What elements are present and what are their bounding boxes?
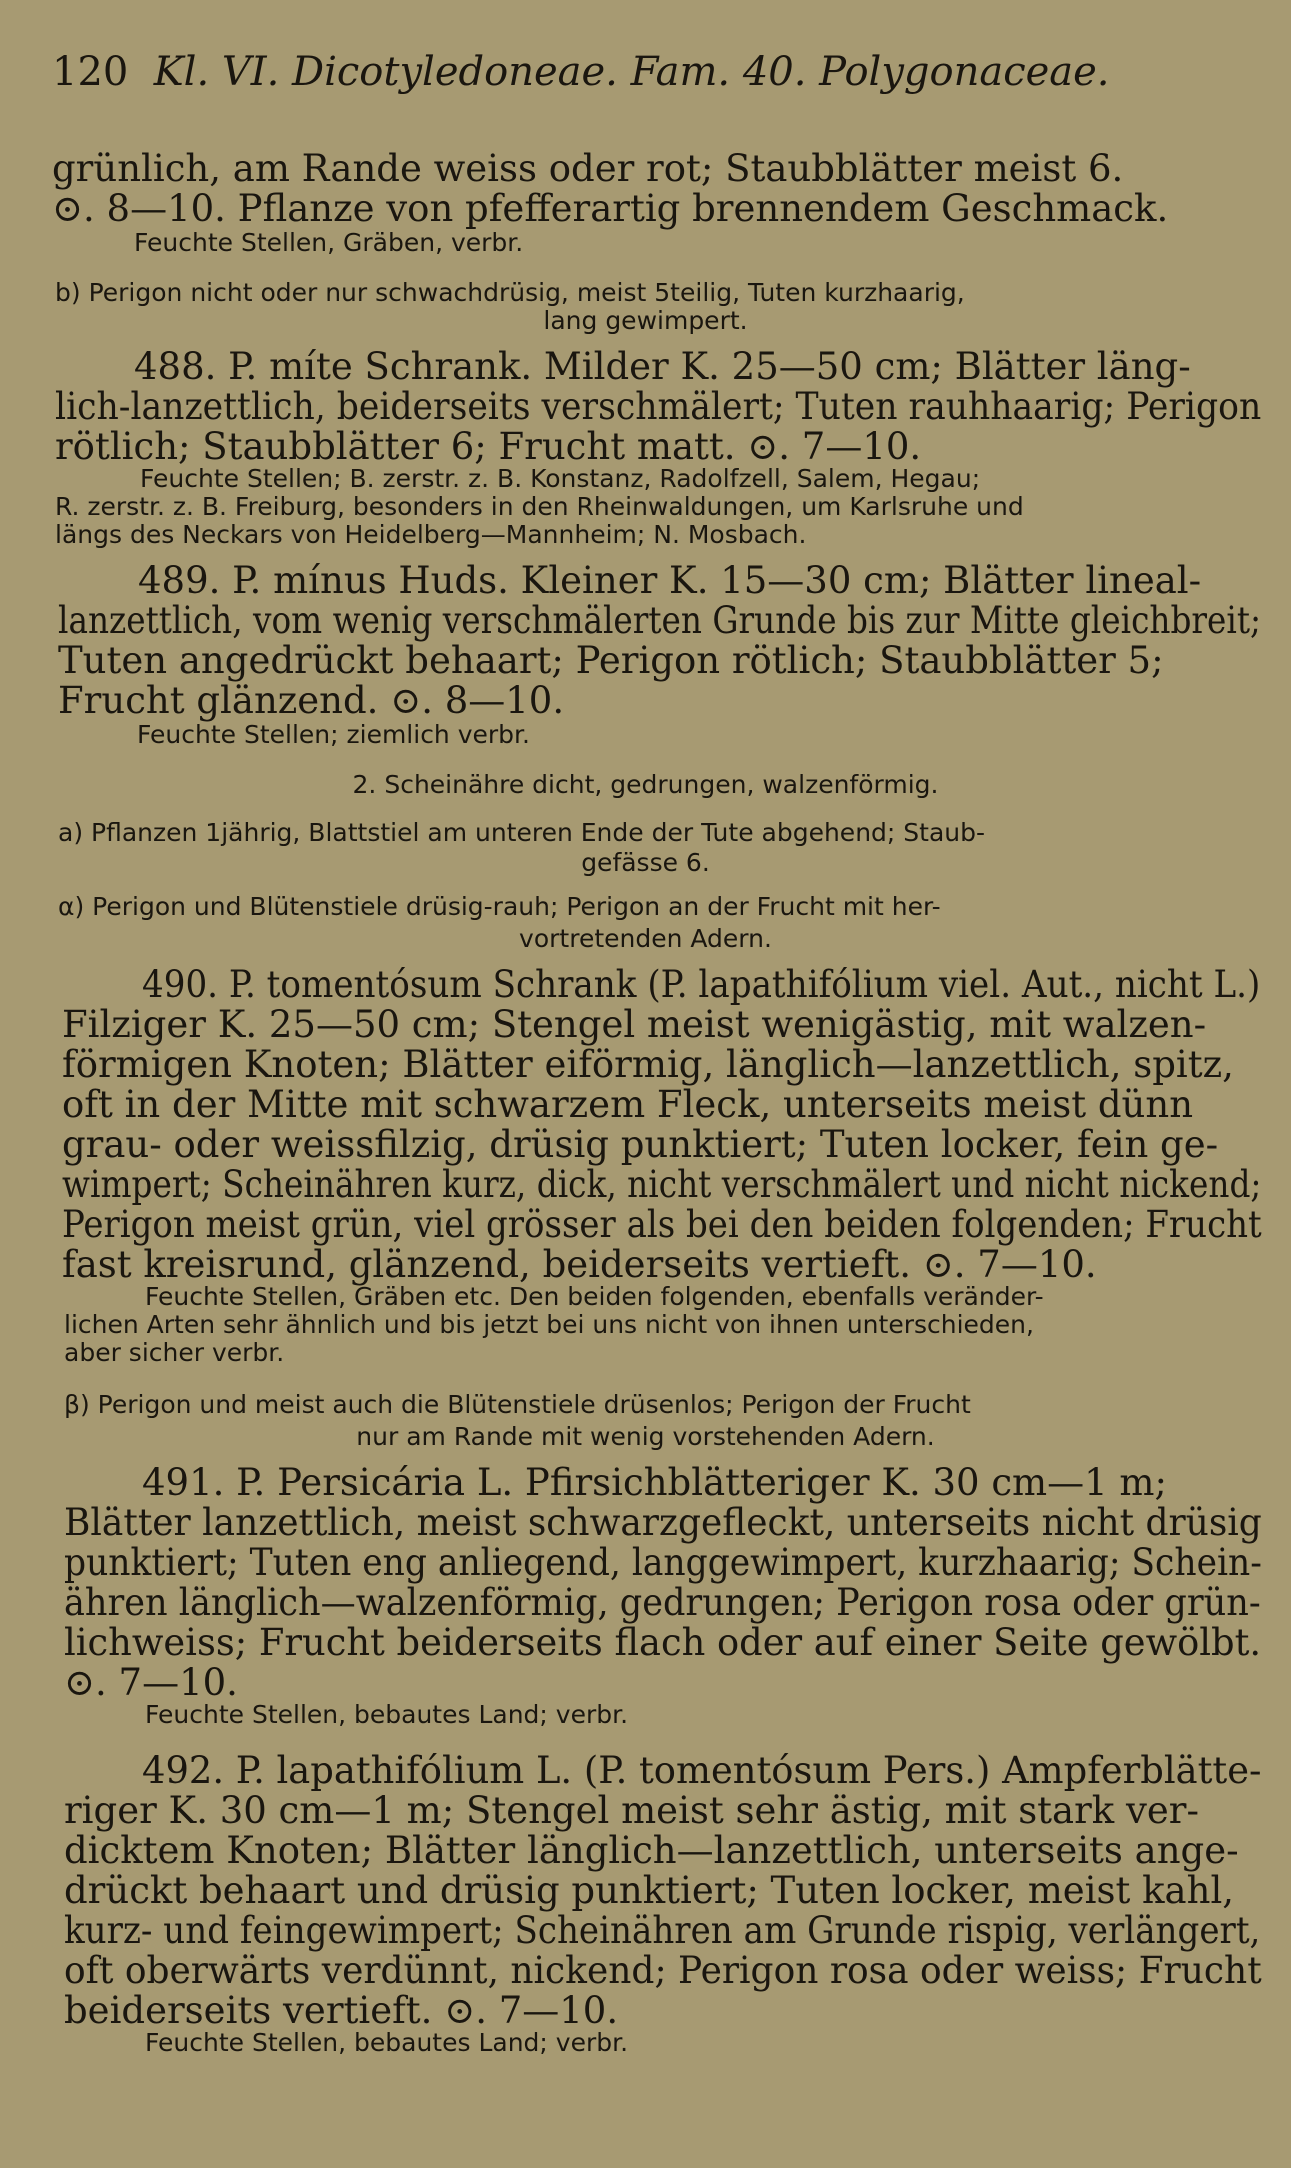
- running-title: Kl. VI. Dicotyledoneae. Fam. 40. Polygonaceae.: [153, 49, 1110, 95]
- key-line: vortretenden Adern.: [519, 924, 772, 953]
- species-heading: 488. P. míte Schrank. Milder K. 25—50 cm; Blätter läng-: [134, 345, 1191, 388]
- habitat-line: Feuchte Stellen, bebautes Land; verbr.: [145, 2028, 629, 2057]
- key-line: a) Pflanzen 1jährig, Blattstiel am unteren Ende der Tute abgehend; Staub-: [58, 818, 986, 847]
- habitat-line: R. zerstr. z. B. Freiburg, besonders in den Rheinwaldungen, um Karlsruhe und: [55, 492, 1024, 521]
- page-header: [52, 49, 1110, 95]
- text-line: fast kreisrund, glänzend, beiderseits vertieft. ⊙. 7—10.: [62, 1243, 1097, 1286]
- text-line: oft in der Mitte mit schwarzem Fleck, unterseits meist dünn: [62, 1083, 1194, 1126]
- key-line: gefässe 6.: [581, 848, 710, 877]
- key-line: 2. Scheinähre dicht, gedrungen, walzenförmig.: [352, 770, 939, 799]
- habitat-line: lichen Arten sehr ähnlich und bis jetzt bei uns nicht von ihnen unterschieden,: [64, 1310, 1034, 1339]
- habitat-line: längs des Neckars von Heidelberg—Mannheim; N. Mosbach.: [55, 520, 807, 549]
- species-heading: 491. P. Persicária L. Pfirsichblätteriger K. 30 cm—1 m;: [142, 1461, 1167, 1504]
- text-line: förmigen Knoten; Blätter eiförmig, länglich—lanzettlich, spitz,: [62, 1043, 1234, 1086]
- text-line: wimpert; Scheinähren kurz, dick, nicht verschmälert und nicht nickend;: [62, 1163, 1262, 1206]
- text-line: riger K. 30 cm—1 m; Stengel meist sehr ästig, mit stark ver-: [64, 1789, 1199, 1832]
- text-line: rötlich; Staubblätter 6; Frucht matt. ⊙. 7—10.: [55, 425, 922, 468]
- key-line: α) Perigon und Blütenstiele drüsig-rauh; Perigon an der Frucht mit her-: [58, 892, 941, 921]
- key-line: nur am Rande mit wenig vorstehenden Adern.: [356, 1422, 935, 1451]
- page-number: 120: [52, 49, 129, 95]
- text-line: Filziger K. 25—50 cm; Stengel meist wenigästig, mit walzen-: [62, 1003, 1207, 1046]
- species-heading: 490. P. tomentósum Schrank (P. lapathifólium viel. Aut., nicht L.): [142, 963, 1261, 1006]
- text-line: drückt behaart und drüsig punktiert; Tuten locker, meist kahl,: [64, 1869, 1235, 1912]
- key-line: b) Perigon nicht oder nur schwachdrüsig, meist 5teilig, Tuten kurzhaarig,: [55, 278, 965, 307]
- text-line: ähren länglich—walzenförmig, gedrungen; Perigon rosa oder grün-: [64, 1581, 1261, 1624]
- text-line: lanzettlich, vom wenig verschmälerten Grunde bis zur Mitte gleichbreit;: [58, 599, 1262, 642]
- key-line: lang gewimpert.: [543, 306, 748, 335]
- species-heading: 489. P. mínus Huds. Kleiner K. 15—30 cm; Blätter lineal-: [138, 559, 1202, 602]
- text-line: grünlich, am Rande weiss oder rot; Staubblätter meist 6.: [52, 147, 1124, 190]
- text-line: beiderseits vertieft. ⊙. 7—10.: [64, 1989, 619, 2032]
- text-line: dicktem Knoten; Blätter länglich—lanzettlich, unterseits ange-: [64, 1829, 1239, 1872]
- text-line: grau- oder weissfilzig, drüsig punktiert; Tuten locker, fein ge-: [62, 1123, 1219, 1166]
- text-line: oft oberwärts verdünnt, nickend; Perigon rosa oder weiss; Frucht: [64, 1949, 1262, 1992]
- habitat-line: Feuchte Stellen, Gräben, verbr.: [134, 228, 524, 257]
- text-line: Frucht glänzend. ⊙. 8—10.: [58, 679, 565, 722]
- species-heading: 492. P. lapathifólium L. (P. tomentósum Pers.) Ampferblätte-: [142, 1749, 1262, 1792]
- text-line: Tuten angedrückt behaart; Perigon rötlich; Staubblätter 5;: [58, 639, 1164, 682]
- habitat-line: Feuchte Stellen, bebautes Land; verbr.: [145, 1700, 629, 1729]
- habitat-line: Feuchte Stellen; ziemlich verbr.: [137, 720, 530, 749]
- text-line: Perigon meist grün, viel grösser als bei den beiden folgenden; Frucht: [62, 1203, 1262, 1246]
- key-line: β) Perigon und meist auch die Blütenstiele drüsenlos; Perigon der Frucht: [64, 1390, 971, 1419]
- text-line: Blätter lanzettlich, meist schwarzgefleckt, unterseits nicht drüsig: [64, 1501, 1262, 1544]
- text-line: lich-lanzettlich, beiderseits verschmälert; Tuten rauhhaarig; Perigon: [55, 385, 1262, 428]
- text-line: kurz- und feingewimpert; Scheinähren am Grunde rispig, verlängert,: [64, 1909, 1261, 1952]
- habitat-line: aber sicher verbr.: [64, 1338, 285, 1367]
- text-line: punktiert; Tuten eng anliegend, langgewimpert, kurzhaarig; Schein-: [64, 1541, 1262, 1584]
- habitat-line: Feuchte Stellen; B. zerstr. z. B. Konstanz, Radolfzell, Salem, Hegau;: [140, 464, 981, 493]
- habitat-line: Feuchte Stellen, Gräben etc. Den beiden folgenden, ebenfalls veränder-: [145, 1282, 1044, 1311]
- text-line: ⊙. 8—10. Pflanze von pfefferartig brennendem Geschmack.: [52, 187, 1169, 230]
- text-line: lichweiss; Frucht beiderseits flach oder auf einer Seite gewölbt.: [64, 1621, 1262, 1664]
- text-line: ⊙. 7—10.: [64, 1661, 238, 1704]
